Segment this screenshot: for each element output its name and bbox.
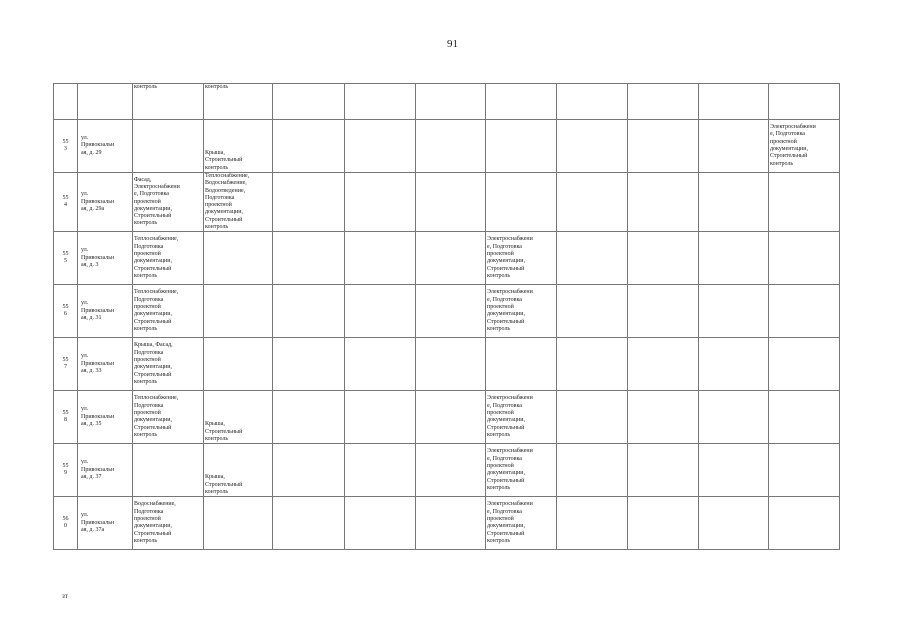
empty-cell <box>628 444 699 497</box>
empty-cell <box>273 285 345 338</box>
empty-cell <box>628 285 699 338</box>
address-cell: ул. Привокзальн ая, д. 29 <box>78 120 133 173</box>
works-cell <box>204 497 273 550</box>
table-row <box>54 444 840 497</box>
page-number: 91 <box>447 38 458 50</box>
works-cell: контроль <box>204 84 273 120</box>
empty-cell <box>273 338 345 391</box>
works-cell: контроль <box>133 84 204 120</box>
works-cell <box>769 338 840 391</box>
empty-cell <box>557 120 628 173</box>
works-cell <box>486 120 557 173</box>
empty-cell <box>557 497 628 550</box>
empty-cell <box>699 84 769 120</box>
works-cell <box>133 120 204 173</box>
works-cell: Фасад, Электроснабжени е, Подготовка проектной документации, Строительный контроль <box>133 173 204 232</box>
row-number: 55 9 <box>54 444 78 497</box>
table-row <box>54 338 840 391</box>
empty-cell <box>273 497 345 550</box>
works-cell <box>769 285 840 338</box>
table-row <box>54 84 840 120</box>
empty-cell <box>416 120 486 173</box>
empty-cell <box>699 120 769 173</box>
empty-cell <box>273 232 345 285</box>
empty-cell <box>345 338 416 391</box>
row-number: 55 8 <box>54 391 78 444</box>
works-cell <box>769 84 840 120</box>
table-row <box>54 232 840 285</box>
address-cell: ул. Привокзальн ая, д. 35 <box>78 391 133 444</box>
works-cell: Электроснабжени е, Подготовка проектной документации, Строительный контроль <box>486 391 557 444</box>
table-row <box>54 120 840 173</box>
works-cell: Крыша, Фасад, Подготовка проектной документации, Строительный контроль <box>133 338 204 391</box>
works-cell <box>133 444 204 497</box>
empty-cell <box>699 444 769 497</box>
table-row <box>54 497 840 550</box>
empty-cell <box>345 120 416 173</box>
empty-cell <box>416 444 486 497</box>
table-row <box>54 391 840 444</box>
table-row <box>54 173 840 232</box>
works-cell: Крыша, Строительный контроль <box>204 120 273 173</box>
empty-cell <box>345 444 416 497</box>
empty-cell <box>416 285 486 338</box>
works-cell: Электроснабжени е, Подготовка проектной документации, Строительный контроль <box>486 497 557 550</box>
row-number: 55 4 <box>54 173 78 232</box>
row-number: 55 3 <box>54 120 78 173</box>
works-cell: Водоснабжение, Подготовка проектной документации, Строительный контроль <box>133 497 204 550</box>
empty-cell <box>628 232 699 285</box>
empty-cell <box>416 338 486 391</box>
empty-cell <box>557 84 628 120</box>
empty-cell <box>628 84 699 120</box>
repair-schedule-table <box>53 83 840 550</box>
empty-cell <box>557 173 628 232</box>
empty-cell <box>345 173 416 232</box>
empty-cell <box>273 444 345 497</box>
empty-cell <box>557 391 628 444</box>
empty-cell <box>557 444 628 497</box>
empty-cell <box>273 391 345 444</box>
works-cell: Крыша, Строительный контроль <box>204 444 273 497</box>
empty-cell <box>557 285 628 338</box>
address-cell: ул. Привокзальн ая, д. 31 <box>78 285 133 338</box>
address-cell: ул. Привокзальн ая, д. 37 <box>78 444 133 497</box>
empty-cell <box>699 173 769 232</box>
empty-cell <box>345 285 416 338</box>
empty-cell <box>699 338 769 391</box>
empty-cell <box>699 391 769 444</box>
works-cell <box>769 232 840 285</box>
works-cell <box>486 84 557 120</box>
works-cell: Электроснабжени е, Подготовка проектной документации, Строительный контроль <box>486 285 557 338</box>
works-cell <box>486 173 557 232</box>
works-cell: Электроснабжени е, Подготовка проектной документации, Строительный контроль <box>486 232 557 285</box>
empty-cell <box>345 391 416 444</box>
empty-cell <box>345 497 416 550</box>
row-number: 55 6 <box>54 285 78 338</box>
empty-cell <box>628 338 699 391</box>
works-cell <box>769 444 840 497</box>
empty-cell <box>273 120 345 173</box>
address-cell: ул. Привокзальн ая, д. 37а <box>78 497 133 550</box>
works-cell <box>204 232 273 285</box>
works-cell <box>769 497 840 550</box>
empty-cell <box>416 84 486 120</box>
works-cell: Теплоснабжение, Подготовка проектной документации, Строительный контроль <box>133 391 204 444</box>
empty-cell <box>345 232 416 285</box>
empty-cell <box>416 497 486 550</box>
empty-cell <box>628 497 699 550</box>
works-cell: Теплоснабжение, Водоснабжение, Водоотведение, Подготовка проектной документации, Строительный контроль <box>204 173 273 232</box>
empty-cell <box>416 391 486 444</box>
empty-cell <box>557 232 628 285</box>
empty-cell <box>699 232 769 285</box>
address-cell: ул. Привокзальн ая, д. 33 <box>78 338 133 391</box>
empty-cell <box>416 232 486 285</box>
address-cell: ул. Привокзальн ая, д. 3 <box>78 232 133 285</box>
empty-cell <box>345 84 416 120</box>
works-cell: Теплоснабжение, Подготовка проектной документации, Строительный контроль <box>133 232 204 285</box>
row-number: 56 0 <box>54 497 78 550</box>
address-cell: ул. Привокзальн ая, д. 29а <box>78 173 133 232</box>
empty-cell <box>557 338 628 391</box>
row-number <box>54 84 78 120</box>
works-cell: Электроснабжени е, Подготовка проектной документации, Строительный контроль <box>486 444 557 497</box>
empty-cell <box>416 173 486 232</box>
address-cell <box>78 84 133 120</box>
empty-cell <box>628 120 699 173</box>
empty-cell <box>273 84 345 120</box>
works-cell: Теплоснабжение, Подготовка проектной документации, Строительный контроль <box>133 285 204 338</box>
empty-cell <box>699 497 769 550</box>
works-cell <box>204 285 273 338</box>
works-cell <box>769 391 840 444</box>
works-cell: Крыша, Строительный контроль <box>204 391 273 444</box>
works-cell <box>769 173 840 232</box>
empty-cell <box>628 173 699 232</box>
empty-cell <box>273 173 345 232</box>
works-cell: Электроснабжени е, Подготовка проектной документации, Строительный контроль <box>769 120 840 173</box>
table-row <box>54 285 840 338</box>
works-cell <box>486 338 557 391</box>
empty-cell <box>699 285 769 338</box>
footer-mark: зт <box>62 592 68 600</box>
works-cell <box>204 338 273 391</box>
empty-cell <box>628 391 699 444</box>
row-number: 55 7 <box>54 338 78 391</box>
row-number: 55 5 <box>54 232 78 285</box>
